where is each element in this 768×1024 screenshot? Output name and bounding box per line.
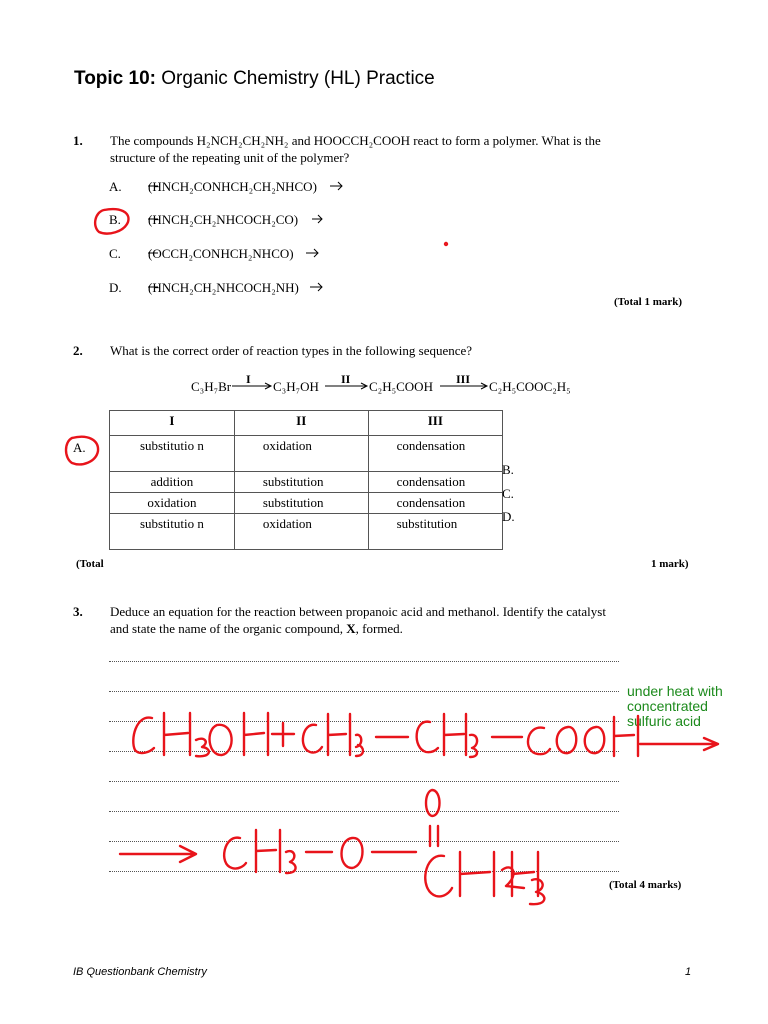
table-cell: oxidation — [234, 514, 368, 550]
q2-total-right: 1 mark) — [651, 558, 689, 570]
q1-option-b-letter: B. — [109, 212, 121, 227]
q1-option-d-letter: D. — [109, 280, 122, 295]
table-header: III — [368, 411, 502, 436]
catalyst-note: under heat with concentrated sulfuric acid — [627, 683, 723, 729]
question-3-line2: and state the name of the organic compound, X, formed. — [110, 621, 403, 636]
stray-ink-dot — [445, 243, 447, 245]
q2-total-left: (Total — [76, 558, 104, 570]
question-2-number: 2. — [73, 343, 83, 358]
question-2-text: What is the correct order of reaction types in the following sequence? — [110, 343, 473, 358]
table-cell: condensation — [368, 472, 502, 493]
q1-option-d-text: (HNCH₂CH₂NHCOCH₂NH) — [148, 280, 299, 295]
table-cell: substitutio n — [110, 436, 235, 472]
arrow-label-ii: II — [341, 372, 351, 386]
table-cell: addition — [110, 472, 235, 493]
arrow-label-iii: III — [456, 372, 471, 386]
sequence-reactant-3: C₂H₅COOH — [369, 379, 433, 394]
table-cell: substitution — [368, 514, 502, 550]
q1-option-a-text: (HNCH₂CONHCH₂CH₂NHCO) — [148, 179, 317, 194]
q2-option-b-letter: B. — [502, 462, 514, 477]
table-cell: substitution — [234, 472, 368, 493]
question-3-number: 3. — [73, 604, 83, 619]
q3-total-marks: (Total 4 marks) — [609, 879, 682, 891]
table-cell: substitution — [234, 493, 368, 514]
handwritten-reactants — [133, 713, 718, 757]
arrow-label-i: I — [246, 372, 251, 386]
question-1-number: 1. — [73, 133, 83, 148]
page-number: 1 — [685, 966, 692, 978]
table-cell: condensation — [368, 493, 502, 514]
sequence-reactant-1: C₃H₇Br — [191, 379, 232, 394]
handwritten-answers — [66, 209, 718, 904]
circle-mark-q2-a — [66, 437, 98, 465]
footer-source: IB Questionbank Chemistry — [73, 966, 207, 978]
polymer-bond-lines — [148, 182, 342, 291]
table-cell: condensation — [368, 436, 502, 472]
q1-option-b-text: (HNCH₂CH₂NHCOCH₂CO) — [148, 212, 299, 227]
q2-option-c-letter: C. — [502, 486, 514, 501]
q1-total-marks: (Total 1 mark) — [614, 296, 683, 308]
table-cell: oxidation — [110, 493, 235, 514]
table-cell: substitutio n — [110, 514, 235, 550]
q2-option-a-letter: A. — [73, 440, 86, 455]
circle-mark-q1-b — [95, 209, 128, 233]
table-header: I — [110, 411, 235, 436]
page-title: Topic 10: Organic Chemistry (HL) Practice — [74, 68, 435, 89]
question-1-line1: The compounds H₂NCH₂CH₂NH₂ and HOOCCH₂COOH react to form a polymer. What is the — [110, 133, 601, 148]
sequence-arrows — [232, 383, 487, 389]
question-3-line1: Deduce an equation for the reaction between propanoic acid and methanol. Identify the catalyst — [110, 604, 606, 619]
table-header: II — [234, 411, 368, 436]
table-cell: oxidation — [234, 436, 368, 472]
sequence-product: C₂H₅COOC₂H₅ — [489, 379, 571, 394]
q2-option-d-letter: D. — [502, 509, 515, 524]
q1-option-c-letter: C. — [109, 246, 121, 261]
question-1-line2: structure of the repeating unit of the polymer? — [110, 150, 350, 165]
sequence-reactant-2: C₃H₇OH — [273, 379, 319, 394]
q1-option-a-letter: A. — [109, 179, 122, 194]
q1-option-c-text: (OCCH₂CONHCH₂NHCO) — [148, 246, 294, 261]
handwritten-product — [120, 790, 544, 904]
